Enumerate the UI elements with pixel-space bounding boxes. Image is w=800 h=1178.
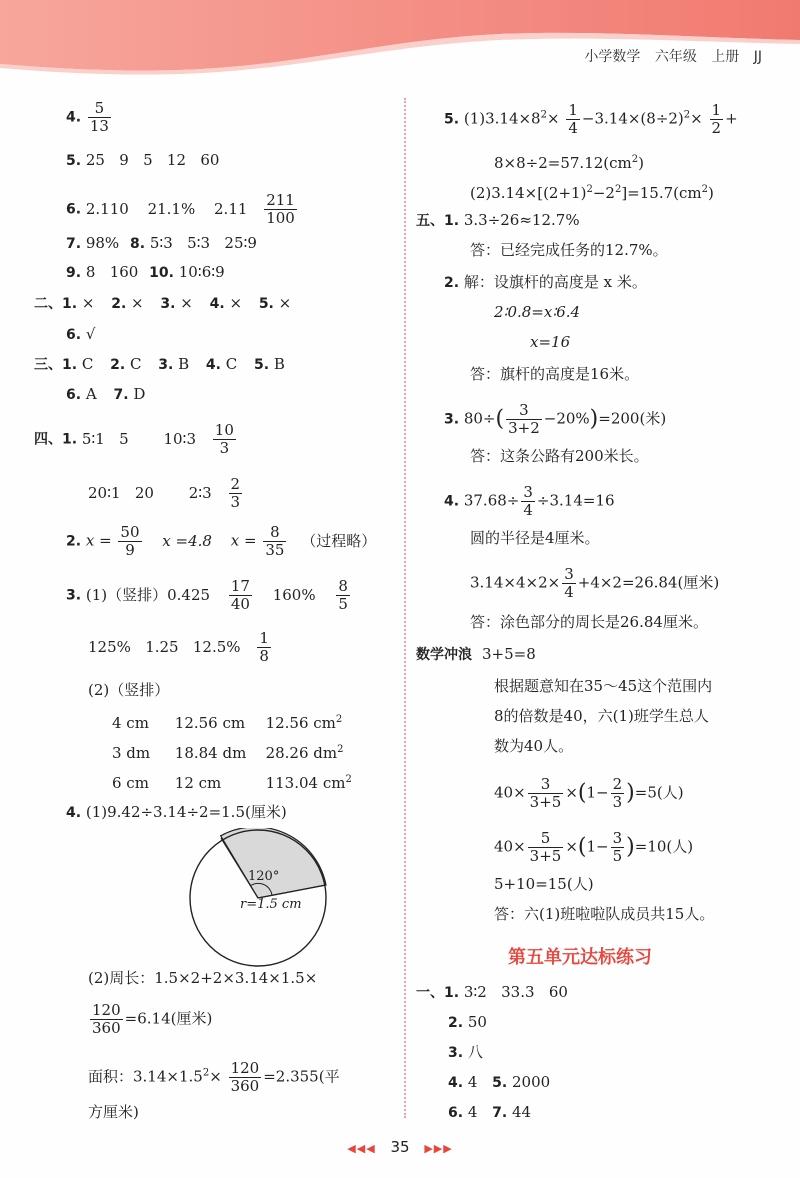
answer: 答：这条公路有200米长。 bbox=[470, 447, 649, 465]
column-divider bbox=[404, 98, 406, 1118]
section-4-q2: 2. x = $\frac{50}{9}$ x =4.8 x = $\frac{8}{35}$ （过程略） bbox=[66, 523, 377, 559]
section-4-q3c: (2)（竖排） bbox=[88, 681, 170, 699]
right-q5c: $(2)3.14\times[(2+1)^2-2^2]=15.7(cm^2)$ bbox=[470, 184, 714, 202]
angle-label: 120° bbox=[248, 869, 280, 884]
section-4-q4d: 面积：$3.14\times 1.5^2\times$ $\frac{120}{360}$ =2.355(平 bbox=[88, 1059, 340, 1095]
right-q5b: $8\times 8\div 2=57.12(cm^2)$ bbox=[494, 154, 644, 172]
surf-eq2: 40× $\frac{5}{3+5}$ ×(1− $\frac{3}{5}$ )=10(人) bbox=[494, 829, 694, 865]
section-2-q6: 6. √ bbox=[66, 325, 96, 343]
right-q4: 4. 37.68÷ $\frac{3}{4}$ ÷3.14=16 bbox=[444, 483, 615, 519]
right-q4c: 3.14×4×2× $\frac{3}{4}$ +4×2=26.84(厘米) bbox=[470, 565, 720, 601]
math-surf: 数学冲浪 3+5=8 bbox=[416, 645, 536, 663]
answer: 答：六(1)班啦啦队成员共15人。 bbox=[494, 905, 715, 923]
right-q2b: 2∶0.8=x∶6.4 bbox=[494, 303, 581, 321]
surf-line: 数为40人。 bbox=[494, 737, 574, 755]
sector-figure bbox=[188, 828, 328, 968]
surf-eq1: 40× $\frac{3}{3+5}$ ×(1− $\frac{2}{3}$ )=5(人) bbox=[494, 775, 684, 811]
arrow-right-icon: ▶▶▶ bbox=[424, 1142, 453, 1155]
section-4-q3: 3. (1)（竖排）0.425 $\frac{17}{40}$ 160% $\frac{8}{5}$ bbox=[66, 577, 348, 613]
left-q4: 4. $\frac{5}{13}$ bbox=[66, 99, 109, 135]
answer: 答：涂色部分的周长是26.84厘米。 bbox=[470, 613, 708, 631]
section-4-q4: 4. (1)9.42÷3.14÷2=1.5(厘米) bbox=[66, 803, 287, 821]
right-q2c: x=16 bbox=[530, 333, 571, 351]
answer: 答：旗杆的高度是16米。 bbox=[470, 365, 640, 383]
right-q3: 3. 80÷( $\frac{3}{3+2}$ −20%)=200(米) bbox=[444, 401, 667, 437]
section-4-q3b: 125% 1.25 12.5% $\frac{1}{8}$ bbox=[88, 629, 269, 665]
surf-line: 根据题意知在35～45这个范围内 bbox=[494, 677, 713, 695]
right-q5a: 5. $(1)3.14\times 8^2\times$ $\frac{1}{4}$ $-3.14\times(8\div 2)^2\times$ $\frac{1}{2}$ + bbox=[444, 101, 738, 137]
right-q4b: 圆的半径是4厘米。 bbox=[470, 529, 600, 547]
table-row: 4 cm 12.56 cm 12.56 $cm^2$ bbox=[112, 714, 343, 732]
section-4-q4c: $\frac{120}{360}$ =6.14(厘米) bbox=[92, 1001, 213, 1037]
table-row: 3 dm 18.84 dm 28.26 $dm^2$ bbox=[112, 744, 344, 762]
section-2: 二、1. × 2. × 3. × 4. × 5. × bbox=[34, 294, 292, 312]
unit-q4: 4. 4 5. 2000 bbox=[448, 1073, 551, 1091]
section-4-q4b: (2)周长：1.5×2+2×3.14×1.5× bbox=[88, 969, 318, 987]
section-4-q4e: 方厘米) bbox=[88, 1103, 139, 1121]
left-q9: 9. 8 160 10. 10∶6∶9 bbox=[66, 263, 225, 281]
unit-q1: 一、1. 3∶2 33.3 60 bbox=[416, 983, 568, 1001]
right-q2: 2. 解：设旗杆的高度是 x 米。 bbox=[444, 273, 647, 291]
page-number: 35 bbox=[390, 1138, 410, 1156]
radius-label: r=1.5 cm bbox=[240, 897, 302, 912]
page-footer bbox=[0, 1138, 800, 1156]
section-3: 三、1. C 2. C 3. B 4. C 5. B bbox=[34, 355, 285, 373]
section-4-r2: 20∶1 20 2∶3 $\frac{2}{3}$ bbox=[88, 475, 241, 511]
unit-q2: 2. 50 bbox=[448, 1013, 487, 1031]
unit-title: 第五单元达标练习 bbox=[508, 947, 652, 968]
header-info: 小学数学 六年级 上册 JJ bbox=[584, 49, 762, 65]
left-q7: 7. 98% 8. 5∶3 5∶3 25∶9 bbox=[66, 234, 257, 252]
arrow-left-icon: ◀◀◀ bbox=[347, 1142, 376, 1155]
unit-q6: 6. 4 7. 44 bbox=[448, 1103, 532, 1121]
left-q5: 5. 25 9 5 12 60 bbox=[66, 151, 220, 169]
section-4-r1: 四、1. 5∶1 5 10∶3 $\frac{10}{3}$ bbox=[34, 421, 234, 457]
answer: 答：已经完成任务的12.7%。 bbox=[470, 241, 668, 259]
table-row: 6 cm 12 cm 113.04 $cm^2$ bbox=[112, 774, 352, 792]
section-5-q1: 五、1. 3.3÷26≈12.7% bbox=[416, 211, 580, 229]
header-banner bbox=[0, 0, 800, 78]
section-3-q6: 6. A 7. D bbox=[66, 385, 146, 403]
surf-line: 8的倍数是40，六(1)班学生总人 bbox=[494, 707, 709, 725]
left-q6: 6. 2.110 21.1% 2.11 $\frac{211}{100}$ bbox=[66, 191, 295, 227]
unit-q3: 3. 八 bbox=[448, 1043, 483, 1061]
surf-eq3: 5+10=15(人) bbox=[494, 875, 594, 893]
